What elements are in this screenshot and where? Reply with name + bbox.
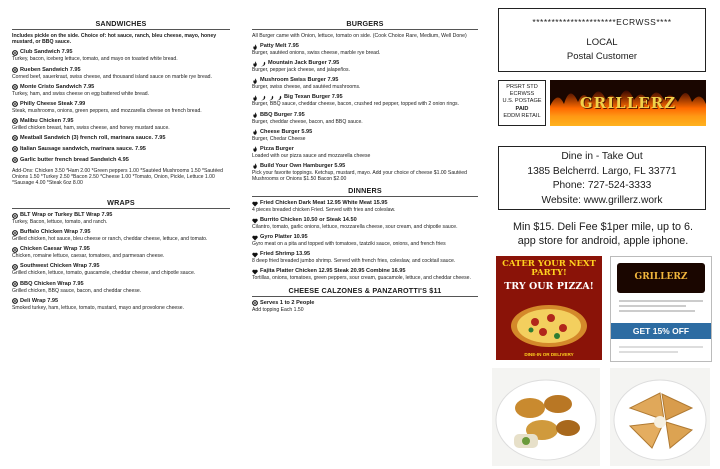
burgers-item-desc: Burger, BBQ sauce, cheddar cheese, bacon, crushed red pepper, topped with 2 onion rings.: [252, 101, 459, 108]
wraps-item-name-text: Buffalo Chicken Wrap 7.95: [20, 229, 91, 236]
sandwiches-item-name-text: Rueben Sandwich 7.95: [20, 66, 81, 73]
circle-bullet-icon: [12, 84, 18, 90]
dinners-item-name: [252, 251, 478, 258]
circle-bullet-icon: [12, 67, 18, 73]
sandwiches-item-desc: Turkey, ham, and swiss cheese on egg battered white bread.: [12, 90, 150, 97]
dinners-item: [252, 251, 478, 264]
burgers-item-desc: Burger, sautéed onions, swiss cheese, marble rye bread.: [252, 50, 381, 57]
burgers-intro: All Burger came with Onion, lettuce, tomato on side. (Cook Choice Rare, Medium, Well Done): [252, 33, 467, 39]
wraps-heading: WRAPS: [107, 198, 135, 208]
menu-ad-preview: [619, 297, 703, 319]
sandwiches-item: [12, 146, 230, 153]
sandwiches-item-name-text: Garlic butter french bread Sandwich 4.95: [20, 156, 129, 163]
burgers-item-name-text: Build Your Own Hamburger 5.95: [260, 162, 346, 169]
burgers-item-name: [252, 146, 478, 153]
flame-bullet-icon: [252, 44, 258, 50]
pepper-spicy-icon: [260, 95, 266, 101]
permit-line: PRSRT STD: [506, 84, 538, 90]
burgers-item-desc: Burger, swiss cheese, and sautéed mushrooms.: [252, 84, 361, 91]
burgers-item: [252, 94, 478, 107]
burger-list: [252, 43, 478, 182]
sandwiches-item: [12, 135, 230, 142]
wraps-item-desc: Smoked turkey, ham, lettuce, tomato, mustard, mayo and provolone cheese.: [12, 304, 185, 311]
sandwiches-item-name-text: Meatball Sandwich (3) french roll, marinara sauce. 7.95: [20, 134, 166, 141]
wraps-item-name: [12, 212, 230, 219]
dinners-item-name: [252, 234, 478, 241]
menu-ad-brand: GRILLERZ: [634, 272, 688, 282]
dinners-item: [252, 268, 478, 281]
burgers-item: [252, 77, 478, 90]
sandwiches-item: [12, 157, 230, 164]
burgers-item: [252, 43, 478, 56]
wraps-item-name: [12, 281, 230, 288]
circle-bullet-icon: [12, 157, 18, 163]
quesadilla-photo: [610, 368, 710, 466]
burgers-item-desc: Burger, cheddar cheese, bacon, and BBQ sauce.: [252, 118, 363, 125]
burgers-item-name-text: Mountain Jack Burger 7.95: [268, 60, 340, 67]
wraps-item-name: [12, 246, 230, 253]
sandwiches-item: [12, 84, 230, 97]
permit-line: EDDM RETAIL: [503, 112, 541, 119]
flame-bullet-icon: [252, 61, 258, 67]
circle-bullet-icon: [12, 264, 18, 270]
dinners-item-desc: Tortillas, onions, tomatoes, green peppers, sour cream, guacamole, lettuce, and cheddar cheese.: [252, 275, 471, 282]
delivery-fee-text: Min $15. Deli Fee $1per mile, up to 6.: [512, 221, 694, 233]
sandwiches-item: [12, 101, 230, 114]
wraps-divider: [12, 208, 230, 209]
sandwiches-item: [12, 67, 230, 80]
service-type: Dine in - Take Out: [561, 151, 643, 162]
burgers-item-name-text: Cheese Burger 5.95: [260, 128, 313, 135]
sandwiches-item-desc: Corned beef, sauerkraut, swiss cheese, and thousand island sauce on marble rye bread.: [12, 73, 212, 80]
app-store-text: app store for android, apple iphone.: [517, 235, 689, 247]
wraps-item-name: [12, 263, 230, 270]
permit-line: ECRWSS: [509, 91, 535, 98]
heart-bullet-icon: [252, 235, 258, 241]
flame-bullet-icon: [252, 129, 258, 135]
postal-stars: **********************ECRWSS****: [532, 17, 672, 27]
sandwiches-item-name-text: Philly Cheese Steak 7.99: [20, 100, 86, 107]
dinners-item-name-text: Fried Shrimp 13.95: [260, 251, 311, 258]
menu-ad-header: [617, 263, 705, 293]
sandwiches-item-name: [12, 101, 230, 108]
wraps-item-name-text: BLT Wrap or Turkey BLT Wrap 7.95: [20, 212, 113, 219]
circle-bullet-icon: [12, 281, 18, 287]
pizza-image: [509, 302, 589, 348]
fried-food-photo: [492, 368, 600, 466]
logo-text: GRILLERZ: [579, 94, 677, 112]
circle-bullet-icon: [12, 50, 18, 56]
burgers-item-name: [252, 43, 478, 50]
burgers-item: [252, 129, 478, 142]
pizza-ad-footer: DINE-IN OR DELIVERY: [524, 352, 574, 357]
wraps-item: [12, 212, 230, 225]
dinners-item-name: [252, 200, 478, 207]
calzones-item-name: [252, 300, 478, 307]
circle-bullet-icon: [12, 213, 18, 219]
menu-ad-footer: [619, 343, 703, 355]
dinners-item: [252, 217, 478, 230]
sandwich-addons: Add-Ons: Chicken 3.50 *Ham 2.00 *Green peppers 1.00 *Sautéed Mushrooms 1.50 *Sautéed Onions 1.50 *Turkey 2.50 *Bacon 2.50 *Cheese 1.00 *Tomato, Onion, Pickle, Lettuce 1.00 *Sausage 4.00 *Steak 6oz 8.00: [12, 167, 223, 187]
wraps-item-desc: Turkey, Bacon, lettuce, tomato, and ranch.: [12, 219, 108, 226]
dinners-item-desc: 4 pieces breaded chicken Fried. Served with fries and coleslaw.: [252, 207, 396, 214]
dinners-item: [252, 234, 478, 247]
discount-menu-ad: [610, 256, 712, 362]
menu-ad-offer: GET 15% OFF: [611, 323, 711, 339]
pizza-ad-headline: CATER YOUR NEXT PARTY!: [502, 259, 596, 278]
calzones-item-desc: Add topping Each 1.50: [252, 306, 304, 313]
dinners-divider: [252, 196, 478, 197]
flame-bullet-icon: [252, 78, 258, 84]
burgers-item-name-text: Pizza Burger: [260, 145, 294, 152]
wraps-item-desc: Grilled chicken, hot sauce, bleu cheese or ranch, cheddar cheese, lettuce, and tomato.: [12, 236, 208, 243]
flame-bullet-icon: [252, 95, 258, 101]
wraps-item-desc: Grilled chicken, BBQ sauce, bacon, and cheddar cheese.: [12, 287, 142, 294]
sandwiches-divider: [12, 29, 230, 30]
sandwiches-item-name: [12, 118, 230, 125]
postal-line-customer: Postal Customer: [566, 51, 638, 62]
calzones-item-name-text: Serves 1 to 2 People: [260, 299, 315, 306]
permit-line: U.S. POSTAGE: [502, 98, 542, 105]
wraps-item: [12, 298, 230, 311]
sandwiches-item-name: [12, 135, 230, 142]
circle-bullet-icon: [12, 247, 18, 253]
burgers-item-desc: Burger, pepper jack cheese, and jalapeños.: [252, 67, 350, 74]
wraps-item: [12, 246, 230, 259]
calzones-heading: CHEESE CALZONES & PANZAROTTI'S $11: [288, 285, 442, 295]
sandwiches-item-name: [12, 157, 230, 164]
sandwiches-item-name: [12, 84, 230, 91]
flame-bullet-icon: [252, 112, 258, 118]
dinners-item-name-text: Fried Chicken Dark Meat 12.95 White Meat 15.95: [260, 200, 388, 207]
sandwiches-item-name-text: Malibu Chicken 7.95: [20, 117, 74, 124]
dinners-item: [252, 200, 478, 213]
burgers-item: [252, 163, 478, 182]
phone: Phone: 727-524-3333: [552, 180, 652, 191]
wrap-list: [12, 212, 230, 311]
sandwiches-heading: SANDWICHES: [95, 19, 147, 28]
calzones-item: [252, 300, 478, 313]
flame-bullet-icon: [252, 146, 258, 152]
wraps-item: [12, 229, 230, 242]
delivery-promo: [492, 220, 714, 248]
wraps-item-name-text: BBQ Chicken Wrap 7.95: [20, 280, 84, 287]
wraps-item-name: [12, 229, 230, 236]
wraps-item-name: [12, 298, 230, 305]
sandwich-list: [12, 49, 230, 163]
wraps-item-desc: Chicken, romaine lettuce, caesar, tomatoes, and parmesan cheese.: [12, 253, 165, 260]
circle-bullet-icon: [12, 101, 18, 107]
calzones-divider: [252, 296, 478, 297]
burgers-item-desc: Pick your favorite toppings. Ketchup, mustard, mayo. Add your choice of cheese $1.00 Sautéed Mushrooms or Onions $1.50 Bacon $2.00: [252, 169, 467, 182]
circle-bullet-icon: [12, 146, 18, 152]
burgers-item-name-text: BBQ Burger 7.95: [260, 111, 305, 118]
dinners-item-name-text: Gyro Platter 10.95: [260, 234, 308, 241]
pizza-ad-cta: TRY OUR PIZZA!: [504, 281, 594, 292]
sandwiches-item-name: [12, 146, 230, 153]
pepper-spicy-icon: [276, 95, 282, 101]
dinners-item-desc: Gyro meat on a pita and topped with tomatoes, tzatziki sauce, onions, and french fries: [252, 241, 446, 248]
circle-bullet-icon: [12, 118, 18, 124]
sandwiches-intro: Includes pickle on the side. Choice of: hot sauce, ranch, bleu cheese, mayo, honey mustard, or BBQ sauce.: [12, 33, 217, 46]
circle-bullet-icon: [12, 298, 18, 304]
pepper-spicy-icon: [268, 95, 274, 101]
dinners-heading: DINNERS: [348, 186, 382, 196]
burgers-item-name: [252, 163, 478, 170]
sandwiches-item-name-text: Club Sandwich 7.95: [20, 49, 73, 56]
heart-bullet-icon: [252, 201, 258, 207]
restaurant-info-box: [498, 146, 706, 210]
dinners-item-name-text: Fajita Platter Chicken 12.95 Steak 20.95 Combine 16.95: [260, 268, 406, 275]
right-panel: [488, 0, 720, 469]
sandwiches-item-name-text: Italian Sausage sandwich, marinara sauce. 7.95: [20, 145, 146, 152]
burgers-divider: [252, 29, 478, 30]
website: Website: www.grillerz.work: [541, 194, 663, 206]
sandwiches-item-desc: Turkey, bacon, iceberg lettuce, tomato, and mayo on toasted white bread.: [12, 56, 178, 63]
dinners-item-desc: Cilantro, tomato, garlic onions, lettuce, mozzarella cheese, sour cream, and chipotle sauce.: [252, 224, 458, 231]
heart-bullet-icon: [252, 269, 258, 275]
burgers-item-name: [252, 129, 478, 136]
wraps-item-name-text: Southwest Chicken Wrap 7.95: [20, 263, 100, 270]
burgers-heading: BURGERS: [346, 19, 384, 28]
sandwiches-item-desc: Steak, mushrooms, onions, green peppers, and mozzarella cheese on french bread.: [12, 107, 202, 114]
sandwiches-item-name: [12, 49, 230, 56]
circle-bullet-icon: [12, 230, 18, 236]
burgers-item-name-text: Patty Melt 7.95: [260, 43, 299, 50]
grillerz-logo: [550, 80, 706, 126]
heart-bullet-icon: [252, 252, 258, 258]
burgers-item-desc: Burger, Chedar Cheese: [252, 135, 306, 142]
burgers-item-name: [252, 112, 478, 119]
burgers-item-name: [252, 77, 478, 84]
burgers-item: [252, 60, 478, 73]
sandwiches-item-name: [12, 67, 230, 74]
permit-line: PAID: [515, 105, 529, 112]
pepper-spicy-icon: [260, 61, 266, 67]
burgers-item-desc: Loaded with our pizza sauce and mozzarella cheese: [252, 152, 371, 159]
burgers-item-name: [252, 94, 478, 101]
dinner-list: [252, 200, 478, 281]
wraps-item: [12, 281, 230, 294]
wraps-item: [12, 263, 230, 276]
postal-line-local: LOCAL: [586, 37, 618, 48]
middle-panel: [248, 0, 486, 469]
burgers-item: [252, 112, 478, 125]
flame-bullet-icon: [252, 163, 258, 169]
burgers-item-name-text: Big Texan Burger 7.95: [284, 94, 343, 101]
circle-bullet-icon: [252, 300, 258, 306]
address: 1385 Belcherrd. Largo, FL 33771: [527, 165, 677, 177]
left-panel: [0, 0, 242, 469]
quesadilla-image: [610, 368, 710, 466]
heart-bullet-icon: [252, 218, 258, 224]
calzone-list: [252, 300, 478, 313]
dinners-item-name-text: Burrito Chicken 10.50 or Steak 14.50: [260, 217, 357, 224]
circle-bullet-icon: [12, 135, 18, 141]
wraps-item-name-text: Deli Wrap 7.95: [20, 297, 59, 304]
burgers-item-name-text: Mushroom Swiss Burger 7.95: [260, 77, 339, 84]
burgers-item: [252, 146, 478, 159]
wraps-item-desc: Grilled chicken, lettuce, tomato, guacamole, cheddar cheese, and chipotle sauce.: [12, 270, 196, 277]
postage-permit: [498, 80, 546, 126]
sandwiches-item: [12, 118, 230, 131]
fried-food-image: [492, 368, 600, 466]
dinners-item-name: [252, 217, 478, 224]
sandwiches-item-name-text: Monte Cristo Sandwich 7.95: [20, 83, 95, 90]
burgers-item-name: [252, 60, 478, 67]
sandwiches-item: [12, 49, 230, 62]
postal-address-box: [498, 8, 706, 72]
sandwiches-item-desc: Grilled chicken breast, ham, swiss cheese, and honey mustard sauce.: [12, 124, 170, 131]
pizza-catering-ad: [496, 256, 602, 360]
dinners-item-name: [252, 268, 478, 275]
dinners-item-desc: 8 deep fried breaded jumbo shrimp. Served with french fries, coleslaw, and cocktail sauce.: [252, 258, 456, 265]
wraps-item-name-text: Chicken Caesar Wrap 7.95: [20, 246, 90, 253]
